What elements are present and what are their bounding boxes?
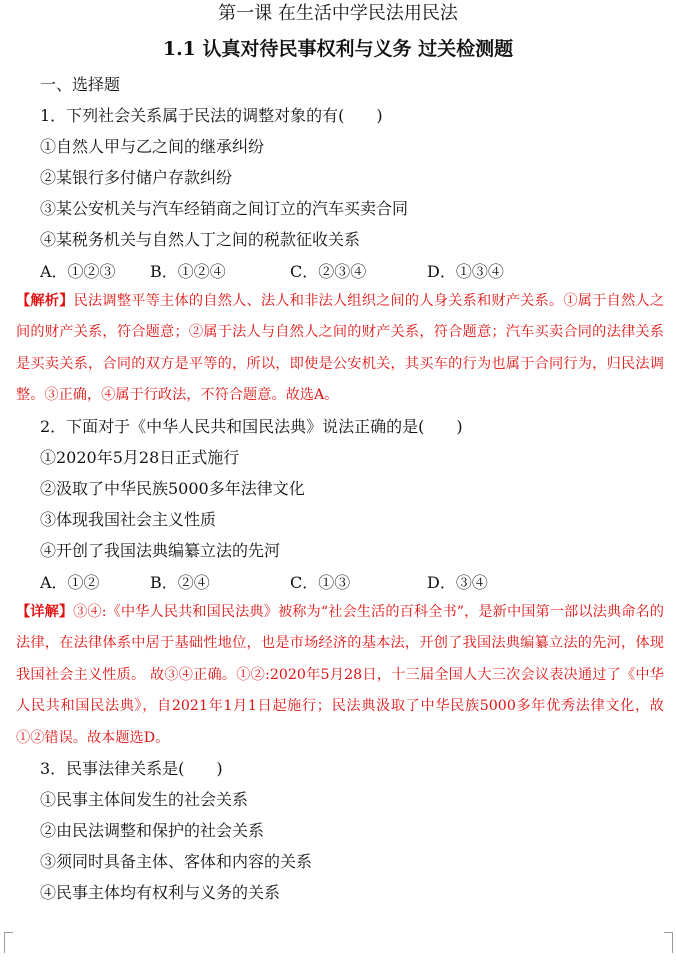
analysis-text: 民法调整平等主体的自然人、法人和非法人组织之间的人身关系和财产关系。①属于自然人之间的财产关系，符合题意；②属于法人与自然人之间的财产关系，符合题意；汽车买卖合同的法律关系是买卖关系，合同的双方是平等的，所以，即使是公安机关，其买车的行为也属于合同行为，归民法调整。③正确，④属于行政法，不符合题意。故选A。	[16, 293, 664, 404]
question-2-option-d: D．③④	[427, 573, 488, 592]
analysis-tag: 【详解】	[16, 604, 74, 620]
analysis-tag: 【解析】	[16, 293, 74, 309]
question-1-option-c: C．②③④	[290, 262, 367, 281]
question-3-item-2: ②由民法调整和保护的社会关系	[40, 821, 265, 840]
question-1-item-4: ④某税务机关与自然人丁之间的税款征收关系	[40, 230, 361, 249]
page-corner-mark-right	[664, 932, 673, 953]
question-2-option-a: A．①②	[40, 573, 100, 592]
question-1-item-3: ③某公安机关与汽车经销商之间订立的汽车买卖合同	[40, 199, 409, 218]
question-2-analysis	[16, 597, 664, 754]
analysis-text: ③④:《中华人民共和国民法典》被称为“社会生活的百科全书”，是新中国第一部以法典命名的法律，在法律体系中居于基础性地位，也是市场经济的基本法，开创了我国法典编纂立法的先河，体现我国社会主义性质。 故③④正确。①②:2020年5月28日，十三届全国人大三次会议表决通过了《中华人民共和国民法典》，自2021年1月1日起施行；民法典汲取了中华民族5000多年优秀法律文化，故①②错误。故本题选D。	[16, 604, 664, 746]
question-1-option-a: A．①②③	[40, 262, 116, 281]
question-3-item-3: ③须同时具备主体、客体和内容的关系	[40, 852, 313, 871]
lesson-title: 第一课 在生活中学民法用民法	[218, 3, 458, 24]
question-2-item-4: ④开创了我国法典编纂立法的先河	[40, 541, 281, 560]
section-heading: 一、选择题	[40, 75, 121, 94]
question-3-item-4: ④民事主体均有权利与义务的关系	[40, 883, 281, 902]
question-2-item-2: ②汲取了中华民族5000多年法律文化	[40, 479, 305, 498]
question-2-stem: 2．下面对于《中华人民共和国民法典》说法正确的是( )	[40, 417, 463, 436]
question-1-analysis	[16, 286, 664, 412]
question-3-stem: 3．民事法律关系是( )	[40, 759, 223, 778]
question-1-stem: 1．下列社会关系属于民法的调整对象的有( )	[40, 106, 383, 125]
question-1-option-b: B．①②④	[150, 262, 226, 281]
section-subtitle: 1.1 认真对待民事权利与义务 过关检测题	[162, 38, 514, 60]
question-2-item-3: ③体现我国社会主义性质	[40, 510, 217, 529]
page-corner-mark-left	[4, 932, 13, 953]
question-3-item-1: ①民事主体间发生的社会关系	[40, 790, 249, 809]
question-1-item-2: ②某银行多付储户存款纠纷	[40, 168, 233, 187]
question-2-option-b: B．②④	[150, 573, 210, 592]
question-1-option-d: D．①③④	[427, 262, 504, 281]
question-1-item-1: ①自然人甲与乙之间的继承纠纷	[40, 137, 265, 156]
question-2-item-1: ①2020年5月28日正式施行	[40, 448, 240, 467]
question-2-option-c: C．①③	[290, 573, 351, 592]
